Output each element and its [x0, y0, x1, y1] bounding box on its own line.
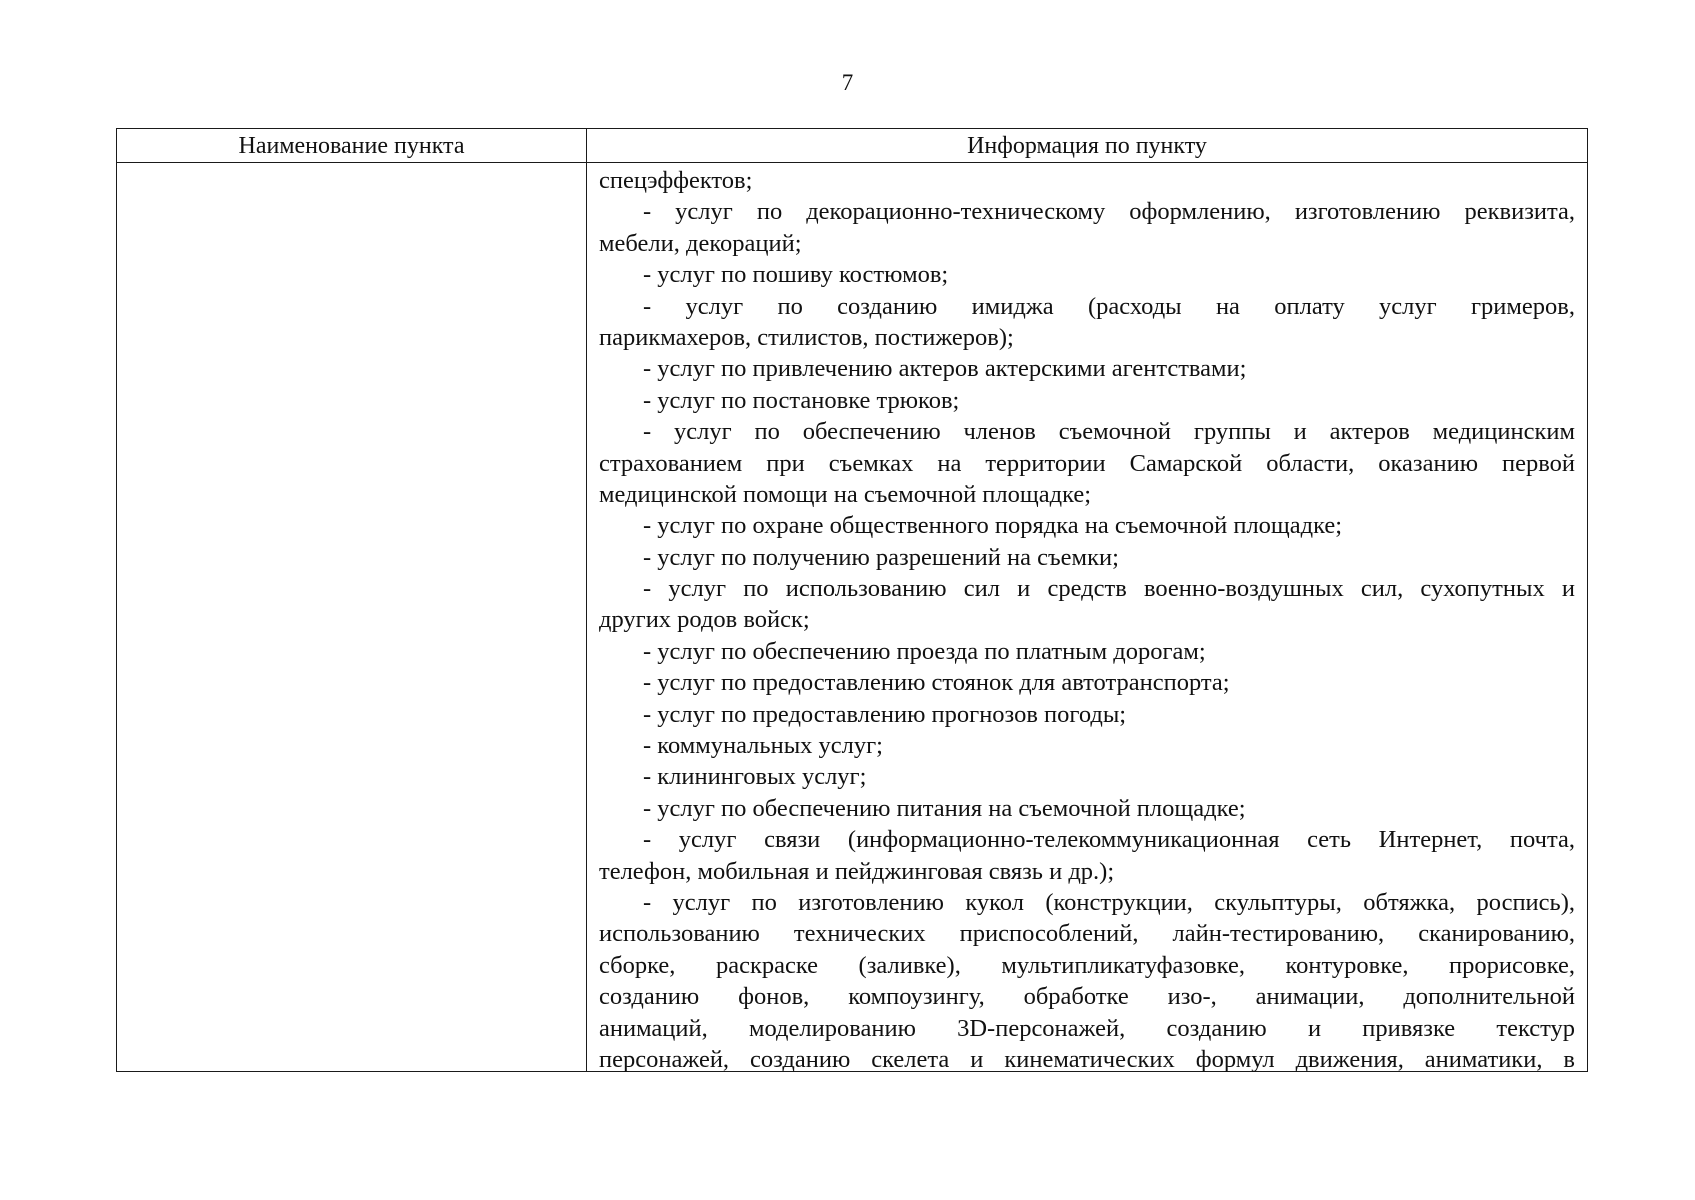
text-line: - услуг по использованию сил и средств военно-воздушных сил, сухопутных и [643, 575, 1575, 603]
text-line: - услуг по охране общественного порядка на съемочной площадке; [643, 512, 1343, 540]
text-line: сборке, раскраске (заливке), мультипликатуфазовке, контуровке, прорисовке, [599, 951, 1575, 979]
text-line: мебели, декораций; [599, 229, 802, 257]
text-line: - услуг по предоставлению стоянок для автотранспорта; [643, 669, 1230, 697]
table-header-row [117, 129, 1587, 163]
text-line: - услуг по пошиву костюмов; [643, 261, 949, 289]
text-line: - услуг по получению разрешений на съемки; [643, 543, 1119, 571]
text-line: - услуг по привлечению актеров актерскими агентствами; [643, 355, 1247, 383]
text-line: медицинской помощи на съемочной площадке; [599, 480, 1092, 508]
text-line: других родов войск; [599, 606, 810, 634]
text-line: - услуг связи (информационно-телекоммуникационная сеть Интернет, почта, [643, 826, 1575, 854]
text-line: - клининговых услуг; [643, 763, 867, 791]
text-line: - коммунальных услуг; [643, 732, 883, 760]
text-line: - услуг по обеспечению членов съемочной группы и актеров медицинским [643, 418, 1575, 446]
text-line: - услуг по предоставлению прогнозов погоды; [643, 700, 1127, 728]
text-line: - услуг по созданию имиджа (расходы на оплату услуг гримеров, [643, 292, 1575, 320]
page-number: 7 [841, 70, 854, 95]
text-line: спецэффектов; [599, 167, 753, 194]
text-line: - услуг по изготовлению кукол (конструкции, скульптуры, обтяжка, роспись), [643, 888, 1575, 916]
text-line: телефон, мобильная и пейджинговая связь и др.); [599, 857, 1115, 885]
header-item-info: Информация по пункту [967, 133, 1207, 159]
text-line: созданию фонов, компоузингу, обработке изо-, анимации, дополнительной [599, 983, 1575, 1011]
text-line: страхованием при съемках на территории Самарской области, оказанию первой [599, 449, 1575, 477]
text-line: парикмахеров, стилистов, постижеров); [599, 323, 1014, 351]
text-line: - услуг по обеспечению проезда по платным дорогам; [643, 637, 1206, 665]
info-cell [599, 165, 1575, 1075]
header-item-name: Наименование пункта [238, 133, 465, 159]
text-line: использованию технических приспособлений, лайн-тестированию, сканированию, [599, 920, 1575, 948]
text-line: анимаций, моделированию 3D-персонажей, созданию и привязке текстур [599, 1014, 1575, 1042]
document-table [116, 128, 1588, 1072]
text-line: персонажей, созданию скелета и кинематических формул движения, аниматики, в [599, 1045, 1575, 1073]
text-line: - услуг по обеспечению питания на съемочной площадке; [643, 794, 1246, 822]
column-divider [586, 129, 587, 1071]
text-line: - услуг по постановке трюков; [643, 386, 960, 414]
text-line: - услуг по декорационно-техническому оформлению, изготовлению реквизита, [643, 198, 1575, 226]
